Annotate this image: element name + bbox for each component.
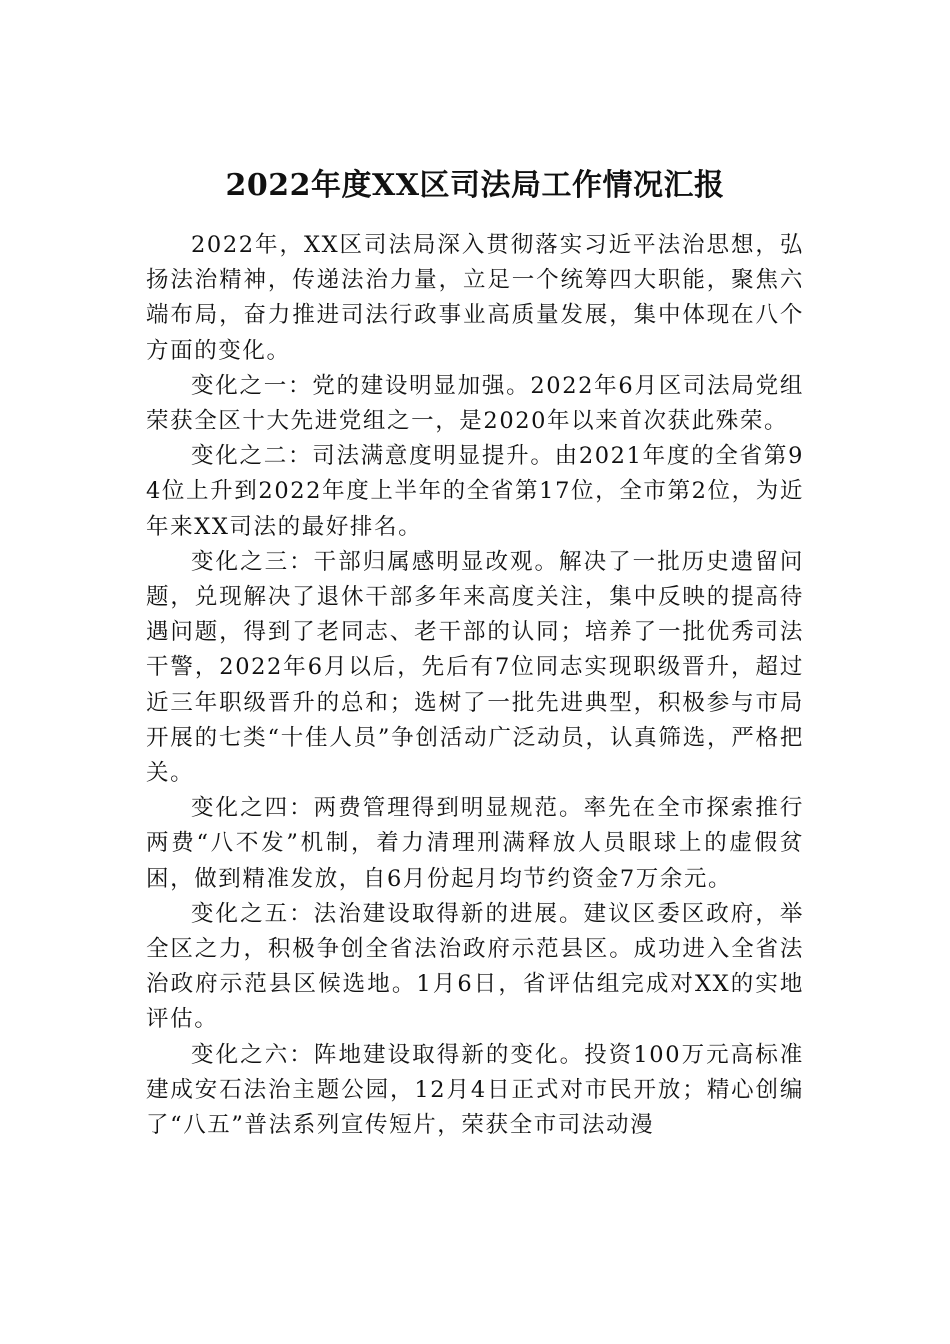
paragraph-intro: 2022年，XX区司法局深入贯彻落实习近平法治思想，弘扬法治精神，传递法治力量，立足一个统筹四大职能，聚焦六端布局，奋力推进司法行政事业高质量发展，集中体现在八个方面的变化。 [146,232,804,364]
paragraph-change-6: 变化之六：阵地建设取得新的变化。投资100万元高标准建成安石法治主题公园，12月4日正式对市民开放；精心创编了“八五”普法系列宣传短片，荣获全市司法动漫 [146,1041,804,1139]
document-title: 2022年度XX区司法局工作情况汇报 [225,168,725,203]
paragraph-change-5: 变化之五：法治建设取得新的进展。建议区委区政府，举全区之力，积极争创全省法治政府示范县区。成功进入全省法治政府示范县区候选地。1月6日，省评估组完成对XX的实地评估。 [146,900,804,1033]
paragraph-change-2: 变化之二：司法满意度明显提升。由2021年度的全省第94位上升到2022年度上半年的全省第17位，全市第2位，为近年来XX司法的最好排名。 [146,443,804,540]
document-body [146,228,804,1143]
paragraph-change-4: 变化之四：两费管理得到明显规范。率先在全市探索推行两费“八不发”机制，着力清理刑满释放人员眼球上的虚假贫困，做到精准发放，自6月份起月均节约资金7万余元。 [146,795,804,892]
paragraph-change-3: 变化之三：干部归属感明显改观。解决了一批历史遗留问题，兑现解决了退休干部多年来高度关注，集中反映的提高待遇问题，得到了老同志、老干部的认同；培养了一批优秀司法干警，2022年6月以后，先后有7位同志实现职级晋升，超过近三年职级晋升的总和；选树了一批先进典型，积极参与市局开展的七类“十佳人员”争创活动广泛动员，认真筛选，严格把关。 [146,548,804,787]
paragraph-change-1: 变化之一：党的建设明显加强。2022年6月区司法局党组荣获全区十大先进党组之一，是2020年以来首次获此殊荣。 [146,372,804,435]
